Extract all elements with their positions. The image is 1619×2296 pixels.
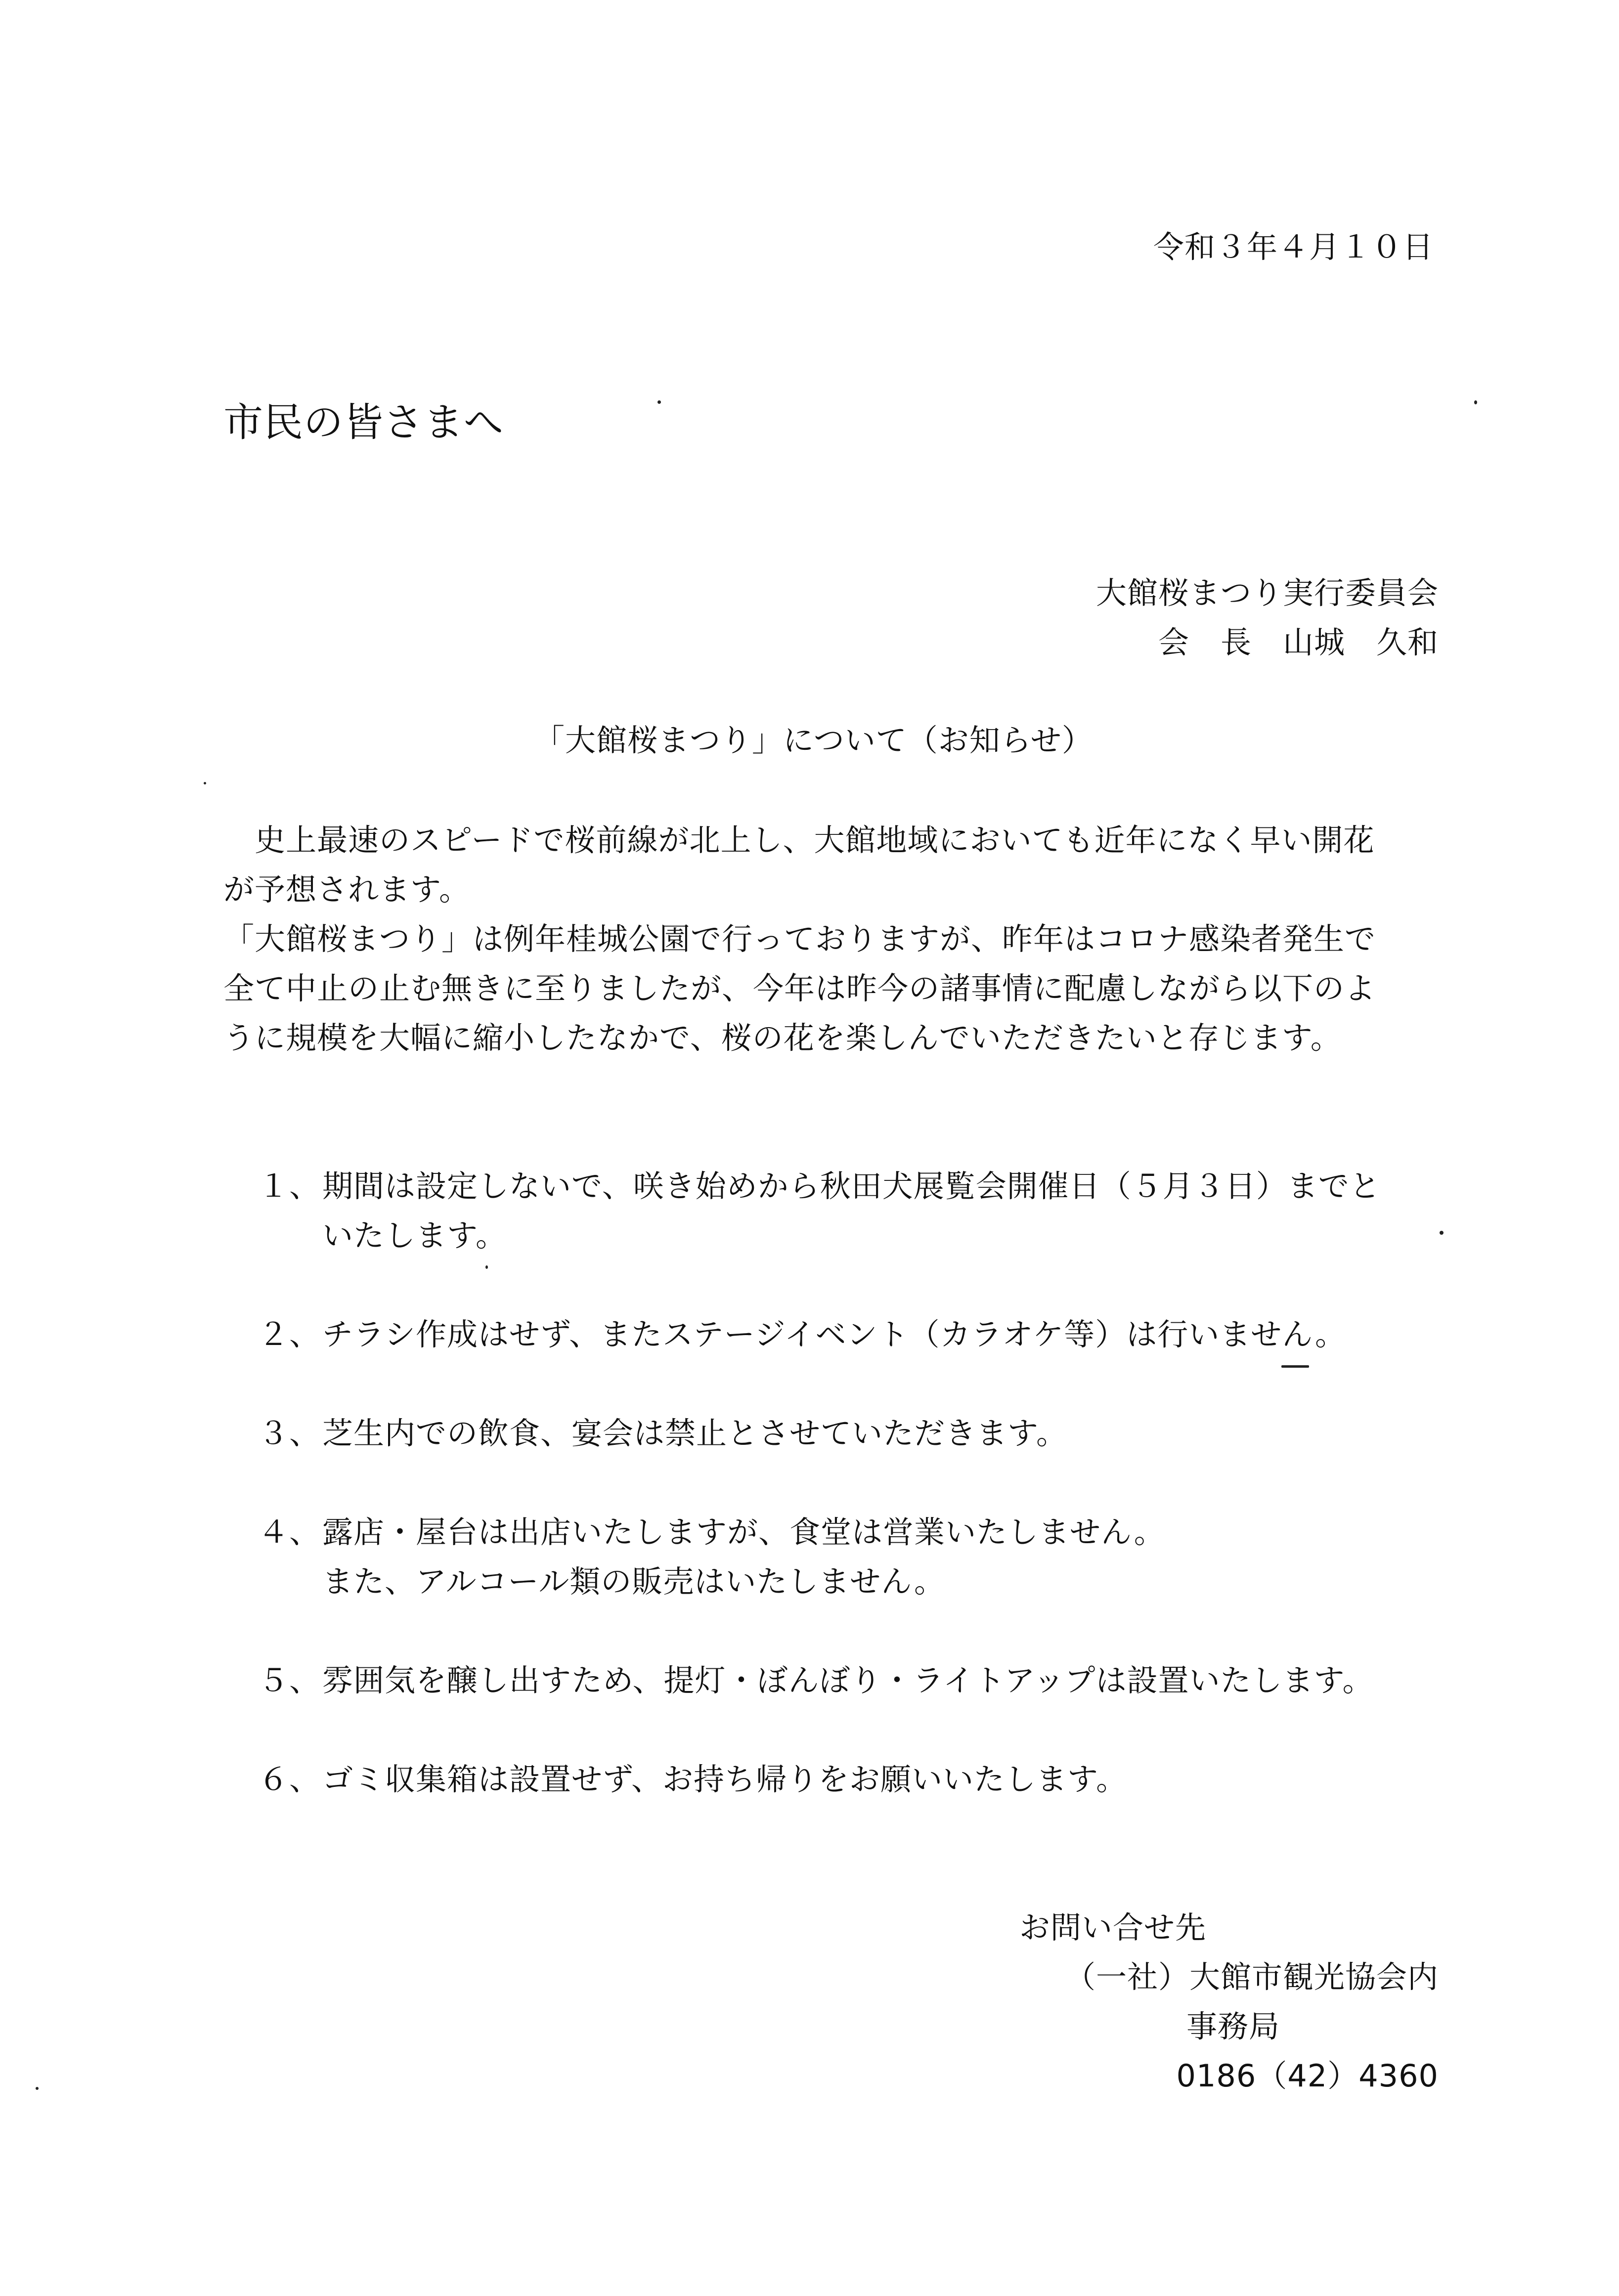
item-number: ４、 xyxy=(258,1514,321,1550)
scan-speck xyxy=(36,2087,39,2090)
sender-organization: 大館桜まつり実行委員会 xyxy=(1095,575,1439,611)
contact-office: 事務局 xyxy=(1186,2008,1280,2044)
item-number: ５、 xyxy=(258,1662,321,1698)
item-number: ３、 xyxy=(258,1415,321,1451)
item-text: 芝生内での飲食、宴会は禁止とさせていただきます。 xyxy=(322,1415,1068,1451)
body-line: 全て中止の止む無きに至りましたが、今年は昨今の諸事情に配慮しながら以下のよ xyxy=(223,970,1376,1006)
contact-heading: お問い合せ先 xyxy=(1019,1909,1207,1946)
scan-speck xyxy=(1440,1231,1444,1235)
item-text: 露店・屋台は出店いたしますが、食堂は営業いたしません。 xyxy=(322,1514,1165,1550)
sender-representative: 会 長 山城 久和 xyxy=(1158,624,1439,660)
item-number: ６、 xyxy=(258,1761,321,1797)
contact-phone: 0186（42）4360 xyxy=(1176,2058,1439,2094)
scan-speck xyxy=(1474,400,1477,404)
body-line: が予想されます。 xyxy=(223,871,471,908)
scan-speck xyxy=(204,782,206,784)
body-line: うに規模を大幅に縮小したなかで、桜の花を楽しんでいただきたいと存じます。 xyxy=(223,1020,1342,1056)
notice-title: 「大館桜まつり」について（お知らせ） xyxy=(534,722,1093,758)
scan-speck xyxy=(1281,1365,1309,1368)
item-text: 期間は設定しないで、咲き始めから秋田犬展覧会開催日（５月３日）までと xyxy=(322,1168,1381,1204)
item-text: いたします。 xyxy=(322,1217,507,1254)
scan-speck xyxy=(485,1265,488,1269)
item-text: チラシ作成はせず、またステージイベント（カラオケ等）は行いません。 xyxy=(322,1316,1346,1352)
body-line: 史上最速のスピードで桜前線が北上し、大館地域においても近年になく早い開花 xyxy=(255,822,1375,858)
item-text: 雰囲気を醸し出すため、提灯・ぼんぼり・ライトアップは設置いたします。 xyxy=(322,1662,1374,1698)
item-number: ２、 xyxy=(258,1316,321,1352)
body-line: 「大館桜まつり」は例年桂城公園で行っておりますが、昨年はコロナ感染者発生で xyxy=(223,921,1376,957)
item-text: また、アルコール類の販売はいたしません。 xyxy=(322,1563,946,1600)
item-number: １、 xyxy=(258,1168,321,1204)
document-date: 令和３年４月１０日 xyxy=(1153,229,1434,265)
contact-organization: （一社）大館市観光協会内 xyxy=(1064,1959,1439,1995)
recipient: 市民の皆さまへ xyxy=(223,399,504,445)
scan-speck xyxy=(657,400,661,404)
item-text: ゴミ収集箱は設置せず、お持ち帰りをお願いいたします。 xyxy=(322,1761,1128,1797)
